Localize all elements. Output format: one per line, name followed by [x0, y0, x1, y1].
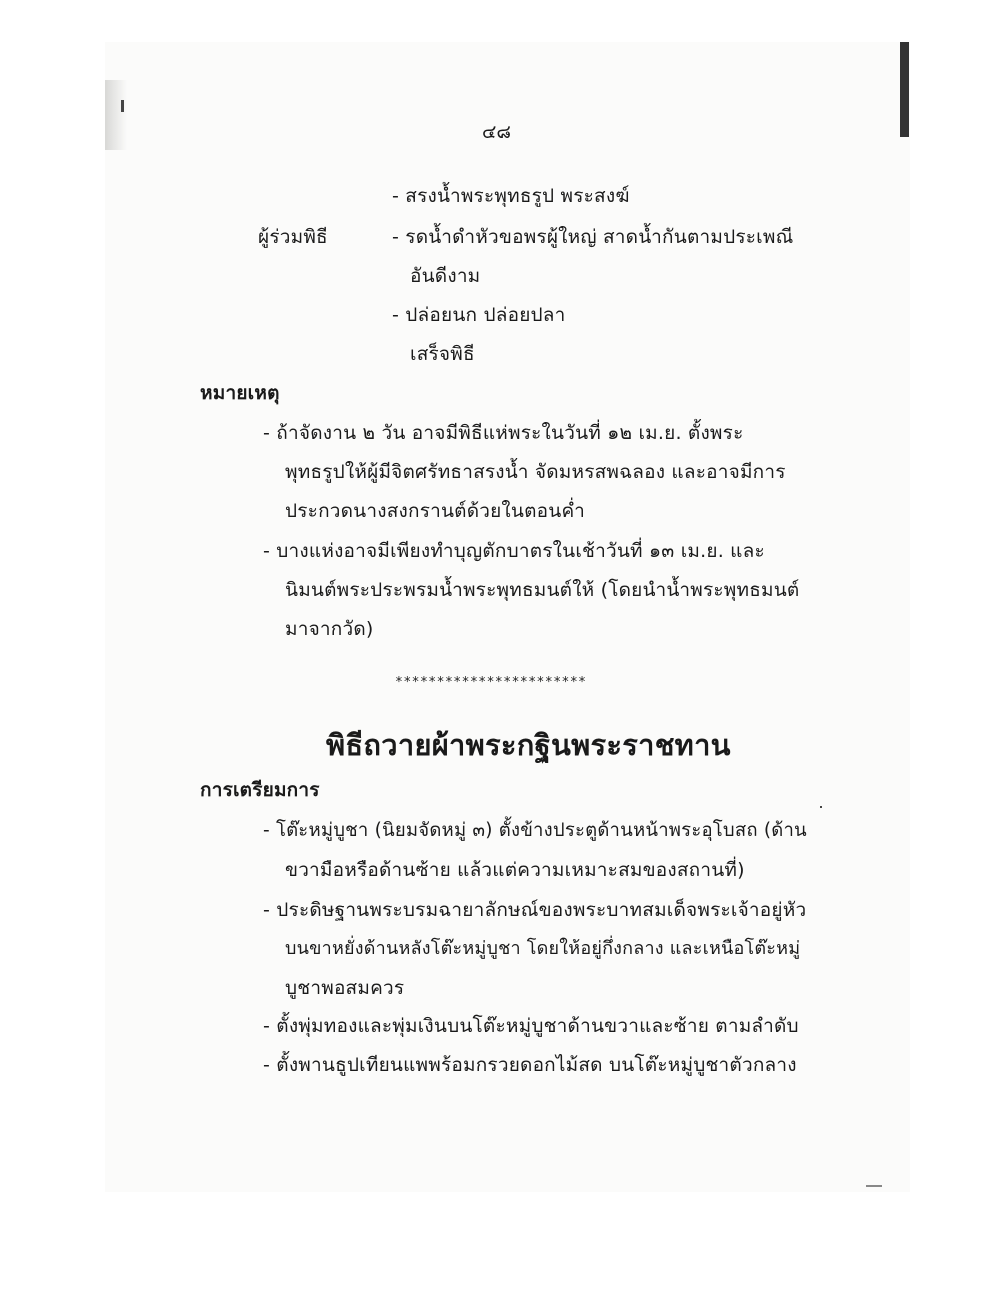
remark-line: มาจากวัด) [285, 618, 374, 640]
preparation-line: - ตั้งพานธูปเทียนแพพร้อมกรวยดอกไม้สด บนโต๊ะหมู่บูชาตัวกลาง [263, 1054, 797, 1076]
scan-speck [121, 100, 124, 112]
step-line: - สรงน้ำพระพุทธรูป พระสงฆ์ [392, 185, 630, 207]
remark-line: นิมนต์พระประพรมน้ำพระพุทธมนต์ให้ (โดยนำน้ำพระพุทธมนต์ [285, 579, 800, 601]
remark-line: - ถ้าจัดงาน ๒ วัน อาจมีพิธีแห่พระในวันที่ ๑๒ เม.ย. ตั้งพระ [263, 422, 744, 444]
preparation-line: บนขาหยั่งด้านหลังโต๊ะหมู่บูชา โดยให้อยู่กึ่งกลาง และเหนือโต๊ะหมู่ [285, 938, 801, 959]
preparation-line: - โต๊ะหมู่บูชา (นิยมจัดหมู่ ๓) ตั้งข้างประตูด้านหน้าพระอุโบสถ (ด้าน [263, 820, 807, 841]
step-line: อันดีงาม [410, 265, 481, 287]
scan-speck [866, 1185, 882, 1187]
step-line: เสร็จพิธี [410, 343, 475, 365]
page-number: ๔๘ [482, 121, 512, 143]
scan-shadow [105, 80, 127, 150]
preparation-line: ขวามือหรือด้านซ้าย แล้วแต่ความเหมาะสมของสถานที่) [285, 859, 745, 881]
step-line: - รดน้ำดำหัวขอพรผู้ใหญ่ สาดน้ำกันตามประเพณี [392, 226, 794, 248]
remark-line: - บางแห่งอาจมีเพียงทำบุญตักบาตรในเช้าวันที่ ๑๓ เม.ย. และ [263, 540, 765, 562]
preparation-line: - ตั้งพุ่มทองและพุ่มเงินบนโต๊ะหมู่บูชาด้านขวาและซ้าย ตามลำดับ [263, 1015, 799, 1037]
remark-line: พุทธรูปให้ผู้มีจิตศรัทธาสรงน้ำ จัดมหรสพฉลอง และอาจมีการ [285, 461, 786, 483]
separator: *********************** [395, 675, 587, 690]
step-line: - ปล่อยนก ปล่อยปลา [392, 304, 566, 326]
preparation-line: - ประดิษฐานพระบรมฉายาลักษณ์ของพระบาทสมเด็จพระเจ้าอยู่หัว [263, 899, 807, 921]
remarks-heading: หมายเหตุ [200, 382, 280, 404]
section-title: พิธีถวายผ้าพระกฐินพระราชทาน [326, 728, 731, 762]
preparation-heading: การเตรียมการ [200, 779, 320, 801]
scan-edge-mark [900, 42, 909, 137]
participants-label: ผู้ร่วมพิธี [258, 226, 328, 248]
scan-speck [820, 806, 822, 808]
remark-line: ประกวดนางสงกรานต์ด้วยในตอนค่ำ [285, 500, 586, 522]
preparation-line: บูชาพอสมควร [285, 977, 405, 999]
